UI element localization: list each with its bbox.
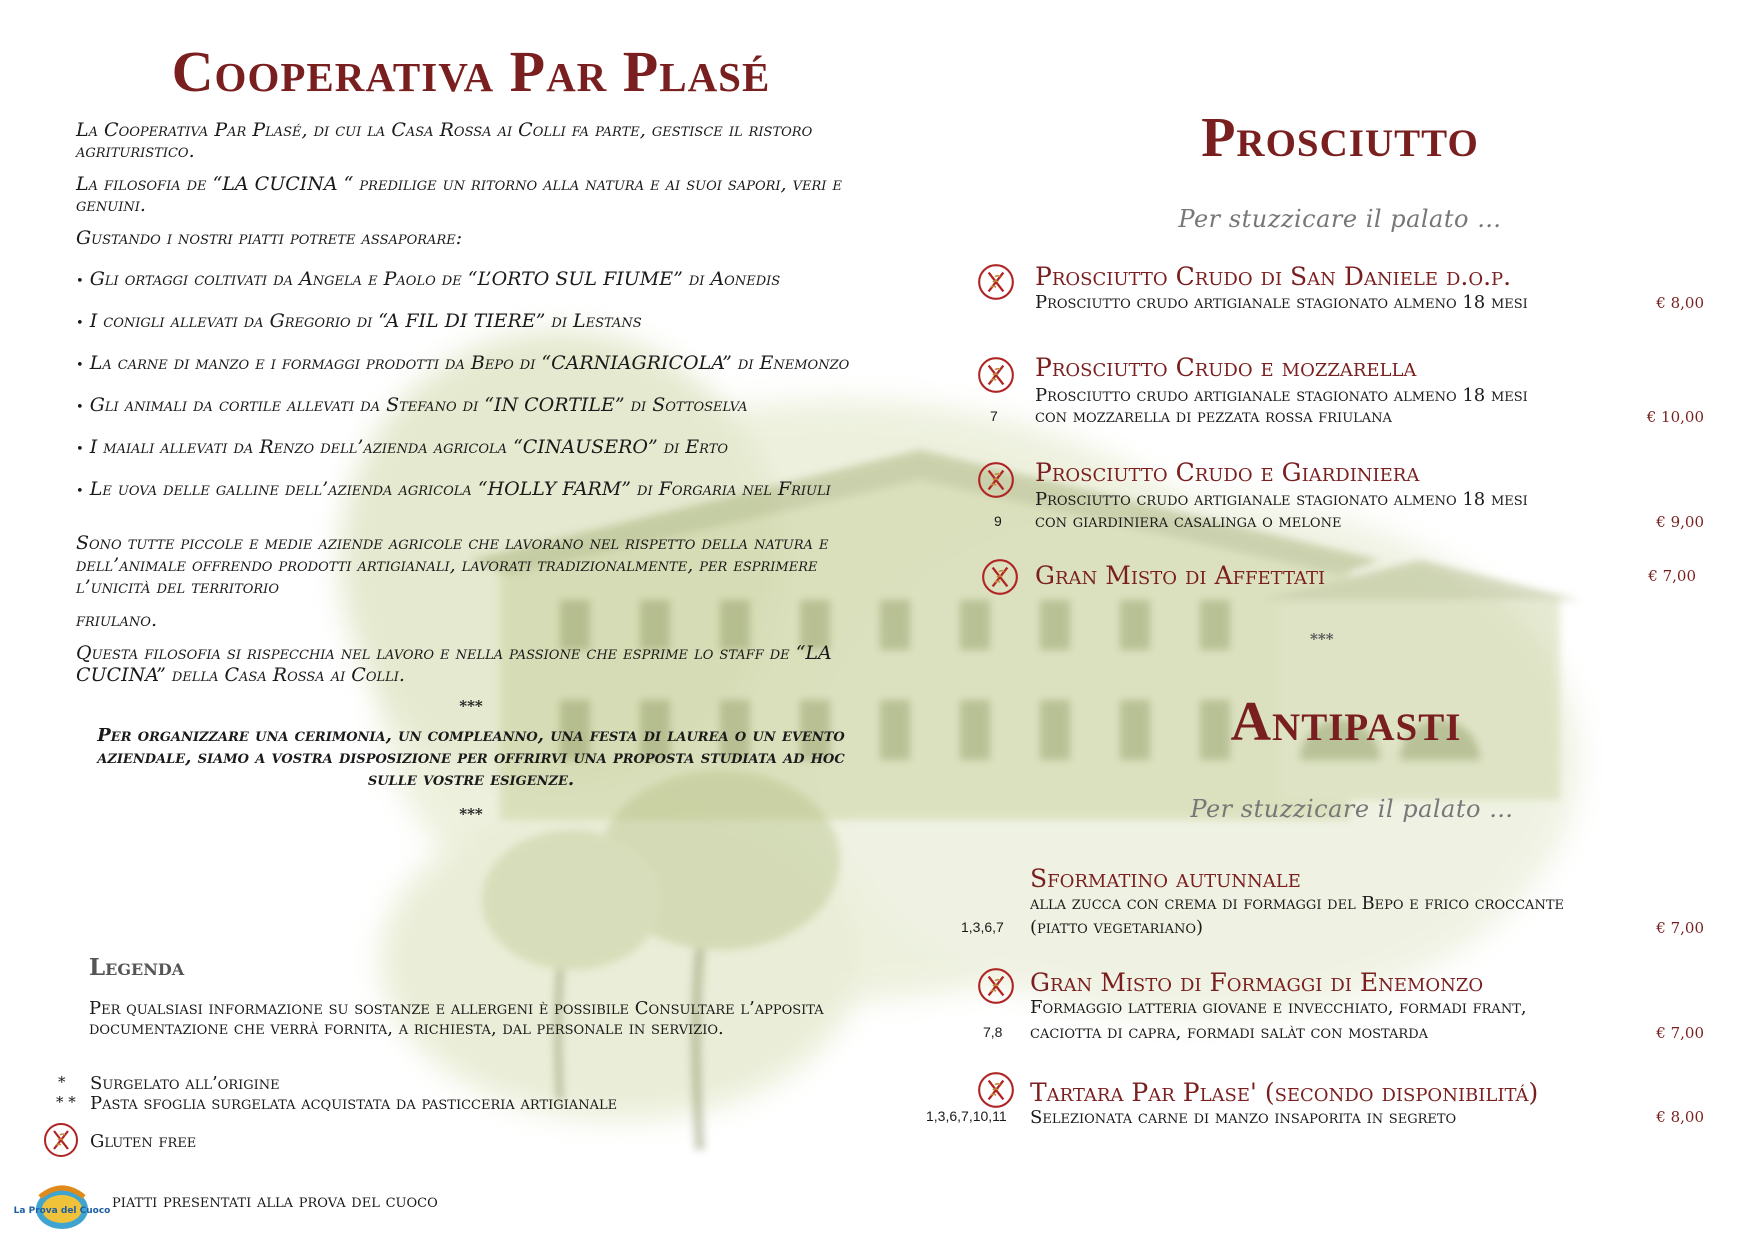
item-price: € 10,00 [1646,408,1704,426]
supplier-item: • Gli ortaggi coltivati da Angela e Paolo de “L’ORTO SUL FIUME” di Aonedis [76,267,781,290]
item-name: Prosciutto Crudo di San Daniele d.o.p. [1035,262,1512,291]
legend-text: Per qualsiasi informazione su sostanze e allergeni è possibile Consultare l’apposita documentazione che verrà fornita, a richiesta, dal personale in servizio. [89,998,824,1039]
item-price: € 8,00 [1656,294,1704,312]
supplier-item: • Gli animali da cortile allevati da Stefano di “IN CORTILE” di Sottoselva [76,393,748,416]
item-name: Sformatino autunnale [1030,864,1301,893]
frozen-label: Surgelato all’origine [90,1073,280,1094]
prova-del-cuoco-logo [13,1181,111,1231]
item-price: € 8,00 [1656,1108,1704,1126]
supplier-item: • La carne di manzo e i formaggi prodotti da Bepo di “CARNIAGRICOLA” di Enemonzo [76,351,850,374]
item-allergens: 7 [990,408,998,424]
antipasti-title: Antipasti [1230,691,1462,753]
intro-paragraph: La filosofia de “LA CUCINA “ predilige un ritorno alla natura e ai suoi sapori, veri e genuini. [76,172,842,216]
gluten-free-label: Gluten free [90,1131,197,1152]
item-allergens: 9 [994,513,1002,529]
item-description: Prosciutto crudo artigianale stagionato almeno 18 mesi [1035,292,1528,313]
item-description-line2: caciotta di capra, formadi salàt con mostarda [1030,1022,1429,1043]
item-description: Formaggio latteria giovane e invecchiato, formadi frant, [1030,997,1527,1018]
item-description: alla zucca con crema di formaggi del Bepo e frico croccante [1030,893,1564,914]
item-price: € 7,00 [1656,919,1704,937]
separator-stars: *** [1310,630,1334,648]
cooperative-title: Cooperativa Par Plasé [171,39,771,104]
item-name: Gran Misto di Formaggi di Enemonzo [1030,968,1484,997]
intro-text [76,120,866,249]
supplier-item: • I conigli allevati da Gregorio di “A FIL DI TIERE” di Lestans [76,309,642,332]
gluten-free-icon [976,262,1016,302]
item-name: Prosciutto Crudo e Giardiniera [1035,458,1420,487]
item-allergens: 7,8 [983,1024,1003,1040]
item-description-line2: con mozzarella di pezzata rossa friulana [1035,406,1392,427]
frozen-note [58,1073,280,1094]
cooperative-section [76,40,866,833]
legend-section [89,954,869,1053]
gluten-free-icon [976,1070,1016,1110]
separator-stars: *** [459,804,483,823]
separator-stars: *** [459,696,483,715]
prosciutto-tagline: Per stuzzicare il palato … [1178,205,1502,233]
gluten-free-icon [976,460,1016,500]
menu-column [880,0,1740,1252]
item-name: Gran Misto di Affettati [1035,561,1326,590]
events-notice: Per organizzare una cerimonia, un compleanno, una festa di laurea o un evento aziendale, siamo a vostra disposizione per offrirvi una proposta studiata ad hoc sulle vostre esigenze. [97,724,845,790]
philosophy-paragraph: friulano. [76,608,157,631]
pastry-note [56,1093,618,1114]
item-description: Prosciutto crudo artigianale stagionato almeno 18 mesi [1035,385,1528,406]
item-name: Tartara Par Plase' (secondo disponibilitá) [1030,1078,1539,1107]
intro-paragraph: La Cooperativa Par Plasé, di cui la Casa Rossa ai Colli fa parte, gestisce il ristoro agrituristico. [76,118,813,162]
item-price: € 7,00 [1648,567,1696,585]
item-description: Selezionata carne di manzo insaporita in segreto [1030,1107,1457,1128]
intro-paragraph: Gustando i nostri piatti potrete assaporare: [76,226,463,249]
supplier-item: • I maiali allevati da Renzo dell’azienda agricola “CINAUSERO” di Erto [76,435,729,458]
supplier-list [76,269,866,502]
philosophy-paragraph: Sono tutte piccole e medie aziende agricole che lavorano nel rispetto della natura e dell’animale offrendo prodotti artigianali, lavorati tradizionalmente, per esprimere l’unicità del territorio [76,531,829,598]
philosophy-text [76,532,866,686]
pastry-label: Pasta sfoglia surgelata acquistata da pasticceria artigianale [90,1093,618,1114]
item-description: Prosciutto crudo artigianale stagionato almeno 18 mesi [1035,489,1528,510]
item-description-line2: (piatto vegetariano) [1030,917,1204,938]
item-description-line2: con giardiniera casalinga o melone [1035,511,1342,532]
frozen-mark: * [58,1073,66,1091]
pastry-mark: * * [56,1093,76,1111]
gluten-free-icon [976,355,1016,395]
item-allergens: 1,3,6,7 [961,919,1004,935]
item-allergens: 1,3,6,7,10,11 [926,1108,1007,1124]
prova-del-cuoco-logo-text: La Prova del Cuoco [13,1206,111,1216]
item-name: Prosciutto Crudo e mozzarella [1035,353,1417,382]
item-price: € 9,00 [1656,513,1704,531]
prosciutto-title: Prosciutto [1201,107,1479,169]
supplier-item: • Le uova delle galline dell’azienda agricola “HOLLY FARM” di Forgaria nel Friuli [76,477,831,500]
gluten-free-icon [976,966,1016,1006]
item-price: € 7,00 [1656,1024,1704,1042]
antipasti-tagline: Per stuzzicare il palato … [1190,795,1514,823]
legend-title: Legenda [89,954,185,981]
gluten-free-icon [42,1121,80,1159]
gluten-free-icon [980,557,1020,597]
chef-note: piatti presentati alla prova del cuoco [112,1191,438,1212]
philosophy-paragraph: Questa filosofia si rispecchia nel lavoro e nella passione che esprime lo staff de “LA CUCINA” della Casa Rossa ai Colli. [76,641,832,686]
